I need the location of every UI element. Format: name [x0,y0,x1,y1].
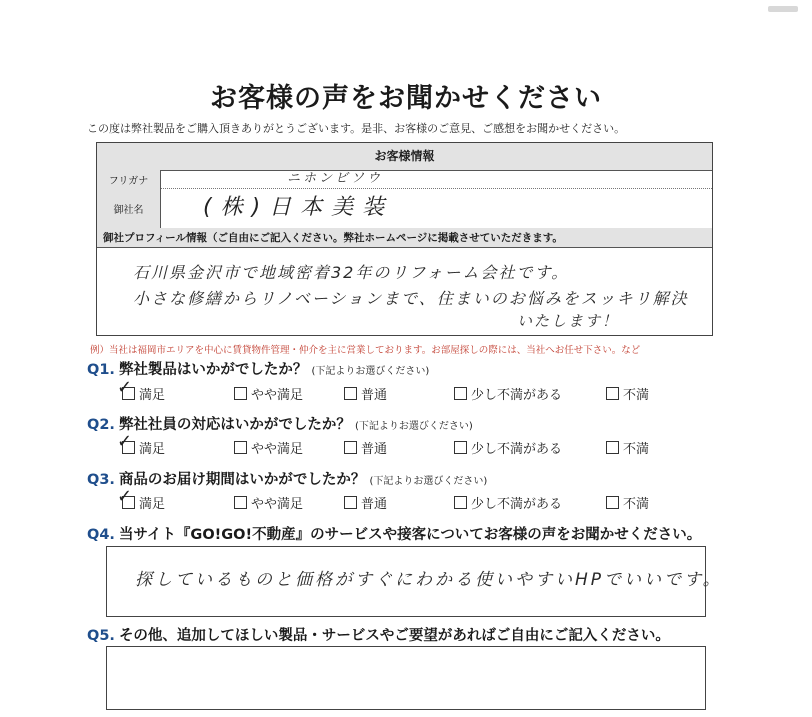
question-note: (下記よりお選びください) [354,421,473,432]
option-average[interactable] [344,438,387,457]
profile-line: 小さな修繕からリノベーションまで、住まいのお悩みをスッキリ解決 [133,289,689,308]
question-text: 弊社製品はいかがでしたか？ [118,362,308,378]
option-label: やや満足 [251,442,304,457]
checkbox[interactable] [606,496,619,509]
question-text: 商品のお届け期間はいかがでしたか？ [118,472,366,488]
company-label: 御社名 [97,188,161,228]
question-number: Q1. [87,362,115,378]
question-text: その他、追加してほしい製品・サービスやご要望があればご自由にご記入ください。 [118,628,670,644]
option-label: 少し不満がある [471,388,563,403]
checkbox[interactable] [454,441,467,454]
question-text: 弊社社員の対応はいかがでしたか？ [118,417,351,433]
company-name-value[interactable]: (株)日本美装 [203,195,394,220]
question-number: Q3. [87,472,115,488]
question-1-title [87,358,429,379]
option-satisfied[interactable] [117,486,166,512]
question-1-options [117,377,682,403]
option-satisfied[interactable] [117,377,166,403]
checkbox[interactable] [454,387,467,400]
checkbox[interactable] [454,496,467,509]
question-number: Q4. [87,527,115,543]
checkbox[interactable] [117,377,135,400]
checkbox[interactable] [344,496,357,509]
check-mark-icon: ✓ [117,486,133,507]
q4-answer-box[interactable] [106,546,723,617]
option-label: 満足 [139,442,166,457]
question-note: (下記よりお選びください) [369,476,488,487]
question-2-title [87,413,473,434]
company-name-row [97,188,712,229]
checkbox[interactable] [344,387,357,400]
checkbox[interactable] [344,441,357,454]
option-label: 満足 [139,388,166,403]
option-label: 普通 [361,497,388,512]
profile-line: 石川県金沢市で地域密着32年のリフォーム会社です。 [133,263,570,282]
checkbox[interactable] [234,387,247,400]
option-average[interactable] [344,493,387,512]
checkbox[interactable] [117,431,135,454]
checkbox[interactable] [234,441,247,454]
option-somewhat-satisfied[interactable] [234,493,303,512]
example-note: 例）当社は福岡市エリアを中心に賃貸物件管理・仲介を主に営業しております。お部屋探しの際には、当社へお任せ下さい。など [90,345,641,356]
question-3-title [87,468,487,489]
customer-info-table [96,142,713,336]
option-label: やや満足 [251,497,304,512]
question-text: 当サイト『GO!GO!不動産』のサービスや接客についてお客様の声をお聞かせください。 [118,527,702,543]
checkbox[interactable] [606,387,619,400]
option-label: 不満 [623,388,650,403]
option-label: 不満 [623,497,650,512]
profile-header: 御社プロフィール情報（ご自由にご記入ください。弊社ホームページに掲載させていただきます。 [97,228,712,248]
option-average[interactable] [344,384,387,403]
question-number: Q2. [87,417,115,433]
corner-mark [768,6,798,12]
question-5-title [87,624,670,645]
profile-line: いたします！ [517,312,620,330]
option-dissatisfied[interactable] [606,384,649,403]
q5-answer-box[interactable] [106,646,706,710]
option-somewhat-dissatisfied[interactable] [454,384,562,403]
question-note: (下記よりお選びください) [311,366,430,377]
page-subtitle: この度は弊社製品をご購入頂きありがとうございます。是非、お客様のご意見、ご感想をお聞かせください。 [87,122,626,135]
page-title: お客様の声をお聞かせください [210,83,602,114]
customer-info-header: お客様情報 [97,143,712,171]
option-somewhat-dissatisfied[interactable] [454,438,562,457]
option-label: 満足 [139,497,166,512]
option-satisfied[interactable] [117,431,166,457]
question-3-options [117,486,682,512]
option-label: 普通 [361,388,388,403]
furigana-value[interactable]: ニホンビソウ [287,171,384,186]
option-label: 少し不満がある [471,442,563,457]
checkbox[interactable] [117,486,135,509]
option-label: 普通 [361,442,388,457]
option-somewhat-satisfied[interactable] [234,438,303,457]
check-mark-icon: ✓ [117,431,133,452]
furigana-row [97,170,712,189]
question-number: Q5. [87,628,115,644]
option-somewhat-dissatisfied[interactable] [454,493,562,512]
option-label: 少し不満がある [471,497,563,512]
checkbox[interactable] [234,496,247,509]
q4-answer-text: 探しているものと価格がすぐにわかる使いやすいHPでいいです。 [135,570,723,590]
question-2-options [117,431,682,457]
option-label: 不満 [623,442,650,457]
option-label: やや満足 [251,388,304,403]
option-dissatisfied[interactable] [606,493,649,512]
option-somewhat-satisfied[interactable] [234,384,303,403]
checkbox[interactable] [606,441,619,454]
option-dissatisfied[interactable] [606,438,649,457]
question-4-title [87,523,701,544]
profile-body[interactable] [97,248,712,335]
check-mark-icon: ✓ [117,377,133,398]
furigana-label: フリガナ [97,170,161,188]
